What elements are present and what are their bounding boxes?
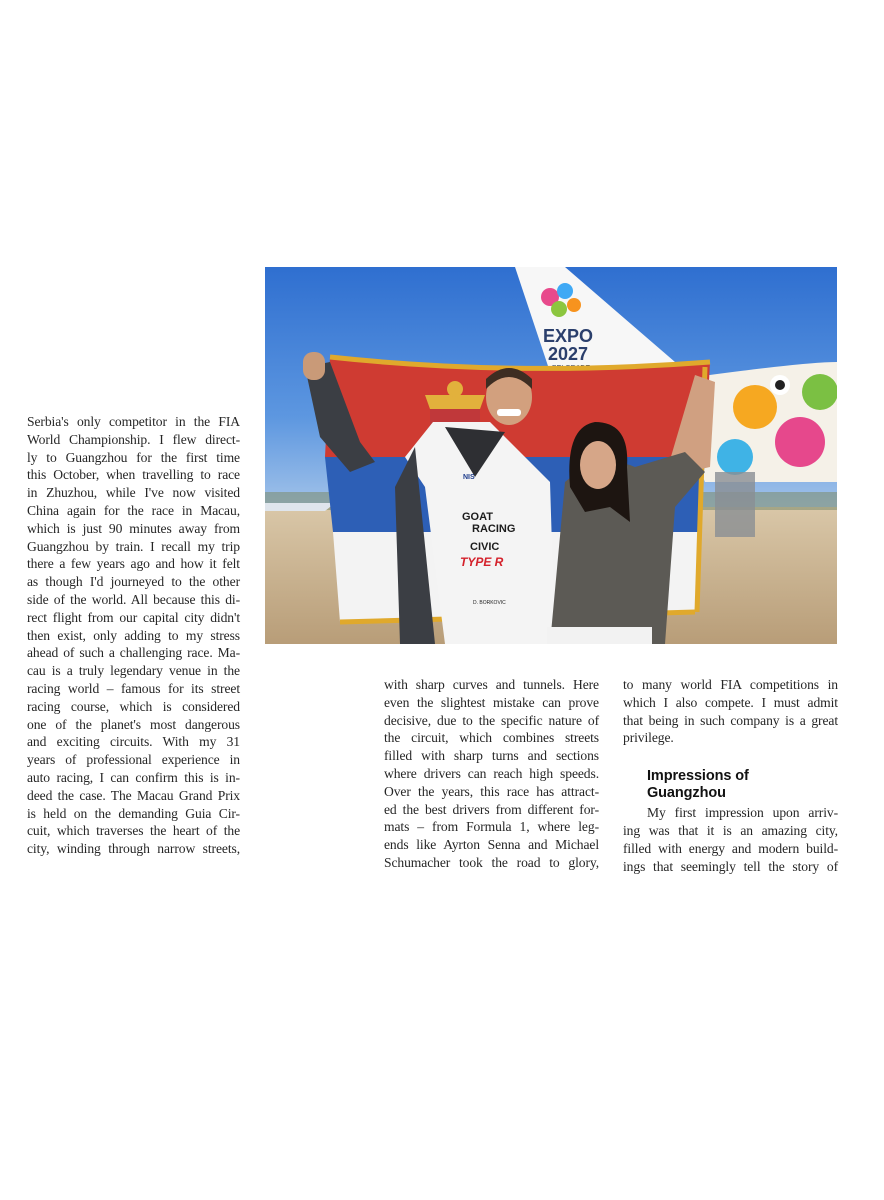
text-line: ings that seemingly tell the story of [623, 858, 838, 874]
text-line: filled with energy and modern build- [623, 840, 838, 856]
text-line: city, winding through narrow streets, [27, 841, 240, 857]
suit-civic: CIVIC [470, 541, 500, 553]
text-line: filled with sharp turns and sections [384, 748, 599, 764]
text-line: racing world – famous for its street [27, 680, 240, 696]
article-column-1 [27, 413, 240, 858]
text-line: in Zhuzhou, while I've now visited [27, 485, 240, 501]
text-line: cau is a truly legendary venue in the [27, 663, 240, 679]
expo-year: 2027 [548, 344, 589, 364]
text-line: rect flight from our capital city didn't [27, 609, 240, 625]
article-column-3 [623, 676, 838, 875]
suit-name: D. BORKOVIC [473, 600, 506, 606]
text-line: is held on the demanding Guia Cir- [27, 805, 240, 821]
text-line: ends like Ayrton Senna and Michael [384, 837, 599, 853]
text-line: Schumacher took the road to glory, [384, 854, 599, 870]
text-line: the circuit, which combines streets [384, 730, 599, 746]
text-line: to many world FIA competitions in [623, 677, 838, 692]
section-subheading: Impressions of Guangzhou [647, 768, 749, 802]
text-line: even the slightest mistake can prove [384, 694, 599, 710]
text-line: My first impression upon arriv- [647, 805, 838, 821]
suit-goat: GOAT [462, 511, 493, 523]
article-column-2 [384, 676, 599, 872]
text-line: where drivers can reach high speeds. [384, 765, 599, 781]
text-line: side of the world. All because this di- [27, 591, 240, 607]
suit-nis: NIS [463, 474, 475, 481]
text-line: there a few years ago and how it felt [27, 556, 240, 572]
text-line: racing course, which is considered [27, 698, 240, 714]
text-line: auto racing, I can confirm this is in- [27, 769, 240, 785]
text-line: this October, when travelling to race [27, 467, 240, 483]
text-line: then exist, only adding to my stress [27, 627, 240, 643]
text-line: ed the best drivers from different for- [384, 801, 599, 817]
text-line: ly to Guangzhou for the first time [27, 449, 240, 465]
text-line: decisive, due to the specific nature of [384, 712, 599, 728]
text-line: ing was that it is an amazing city, [623, 822, 838, 838]
text-line: cuit, which traverses the heart of the [27, 823, 240, 839]
text-line: which is just 90 minutes away from [27, 520, 240, 536]
text-line: ahead of such a challenging race. Ma- [27, 645, 240, 661]
text-line: mats – from Formula 1, where leg- [384, 819, 599, 835]
text-line: as though I'd journeyed to the other [27, 574, 240, 590]
suit-racing: RACING [472, 523, 516, 535]
text-line: Serbia's only competitor in the FIA [27, 414, 240, 429]
text-line: Guangzhou by train. I recall my trip [27, 538, 240, 554]
suit-type-r: TYPE R [460, 555, 504, 569]
text-line: years of professional experience in [27, 752, 240, 768]
text-line: and exciting circuits. With my 31 [27, 734, 240, 750]
text-line: China again for the race in Macau, [27, 502, 240, 518]
expo-text: EXPO [543, 326, 594, 346]
text-line: World Championship. I flew direct- [27, 431, 240, 447]
text-line: one of the planet's most dangerous [27, 716, 240, 732]
driver-with-flag-photo [265, 267, 837, 644]
text-line: deed the case. The Macau Grand Prix [27, 787, 240, 803]
text-line: with sharp curves and tunnels. Here [384, 677, 599, 692]
text-line: that being in such company is a great [623, 712, 838, 728]
text-line: privilege. [623, 730, 674, 746]
text-line: which I also compete. I must admit [623, 694, 838, 710]
text-line: Over the years, this race has attract- [384, 783, 599, 799]
